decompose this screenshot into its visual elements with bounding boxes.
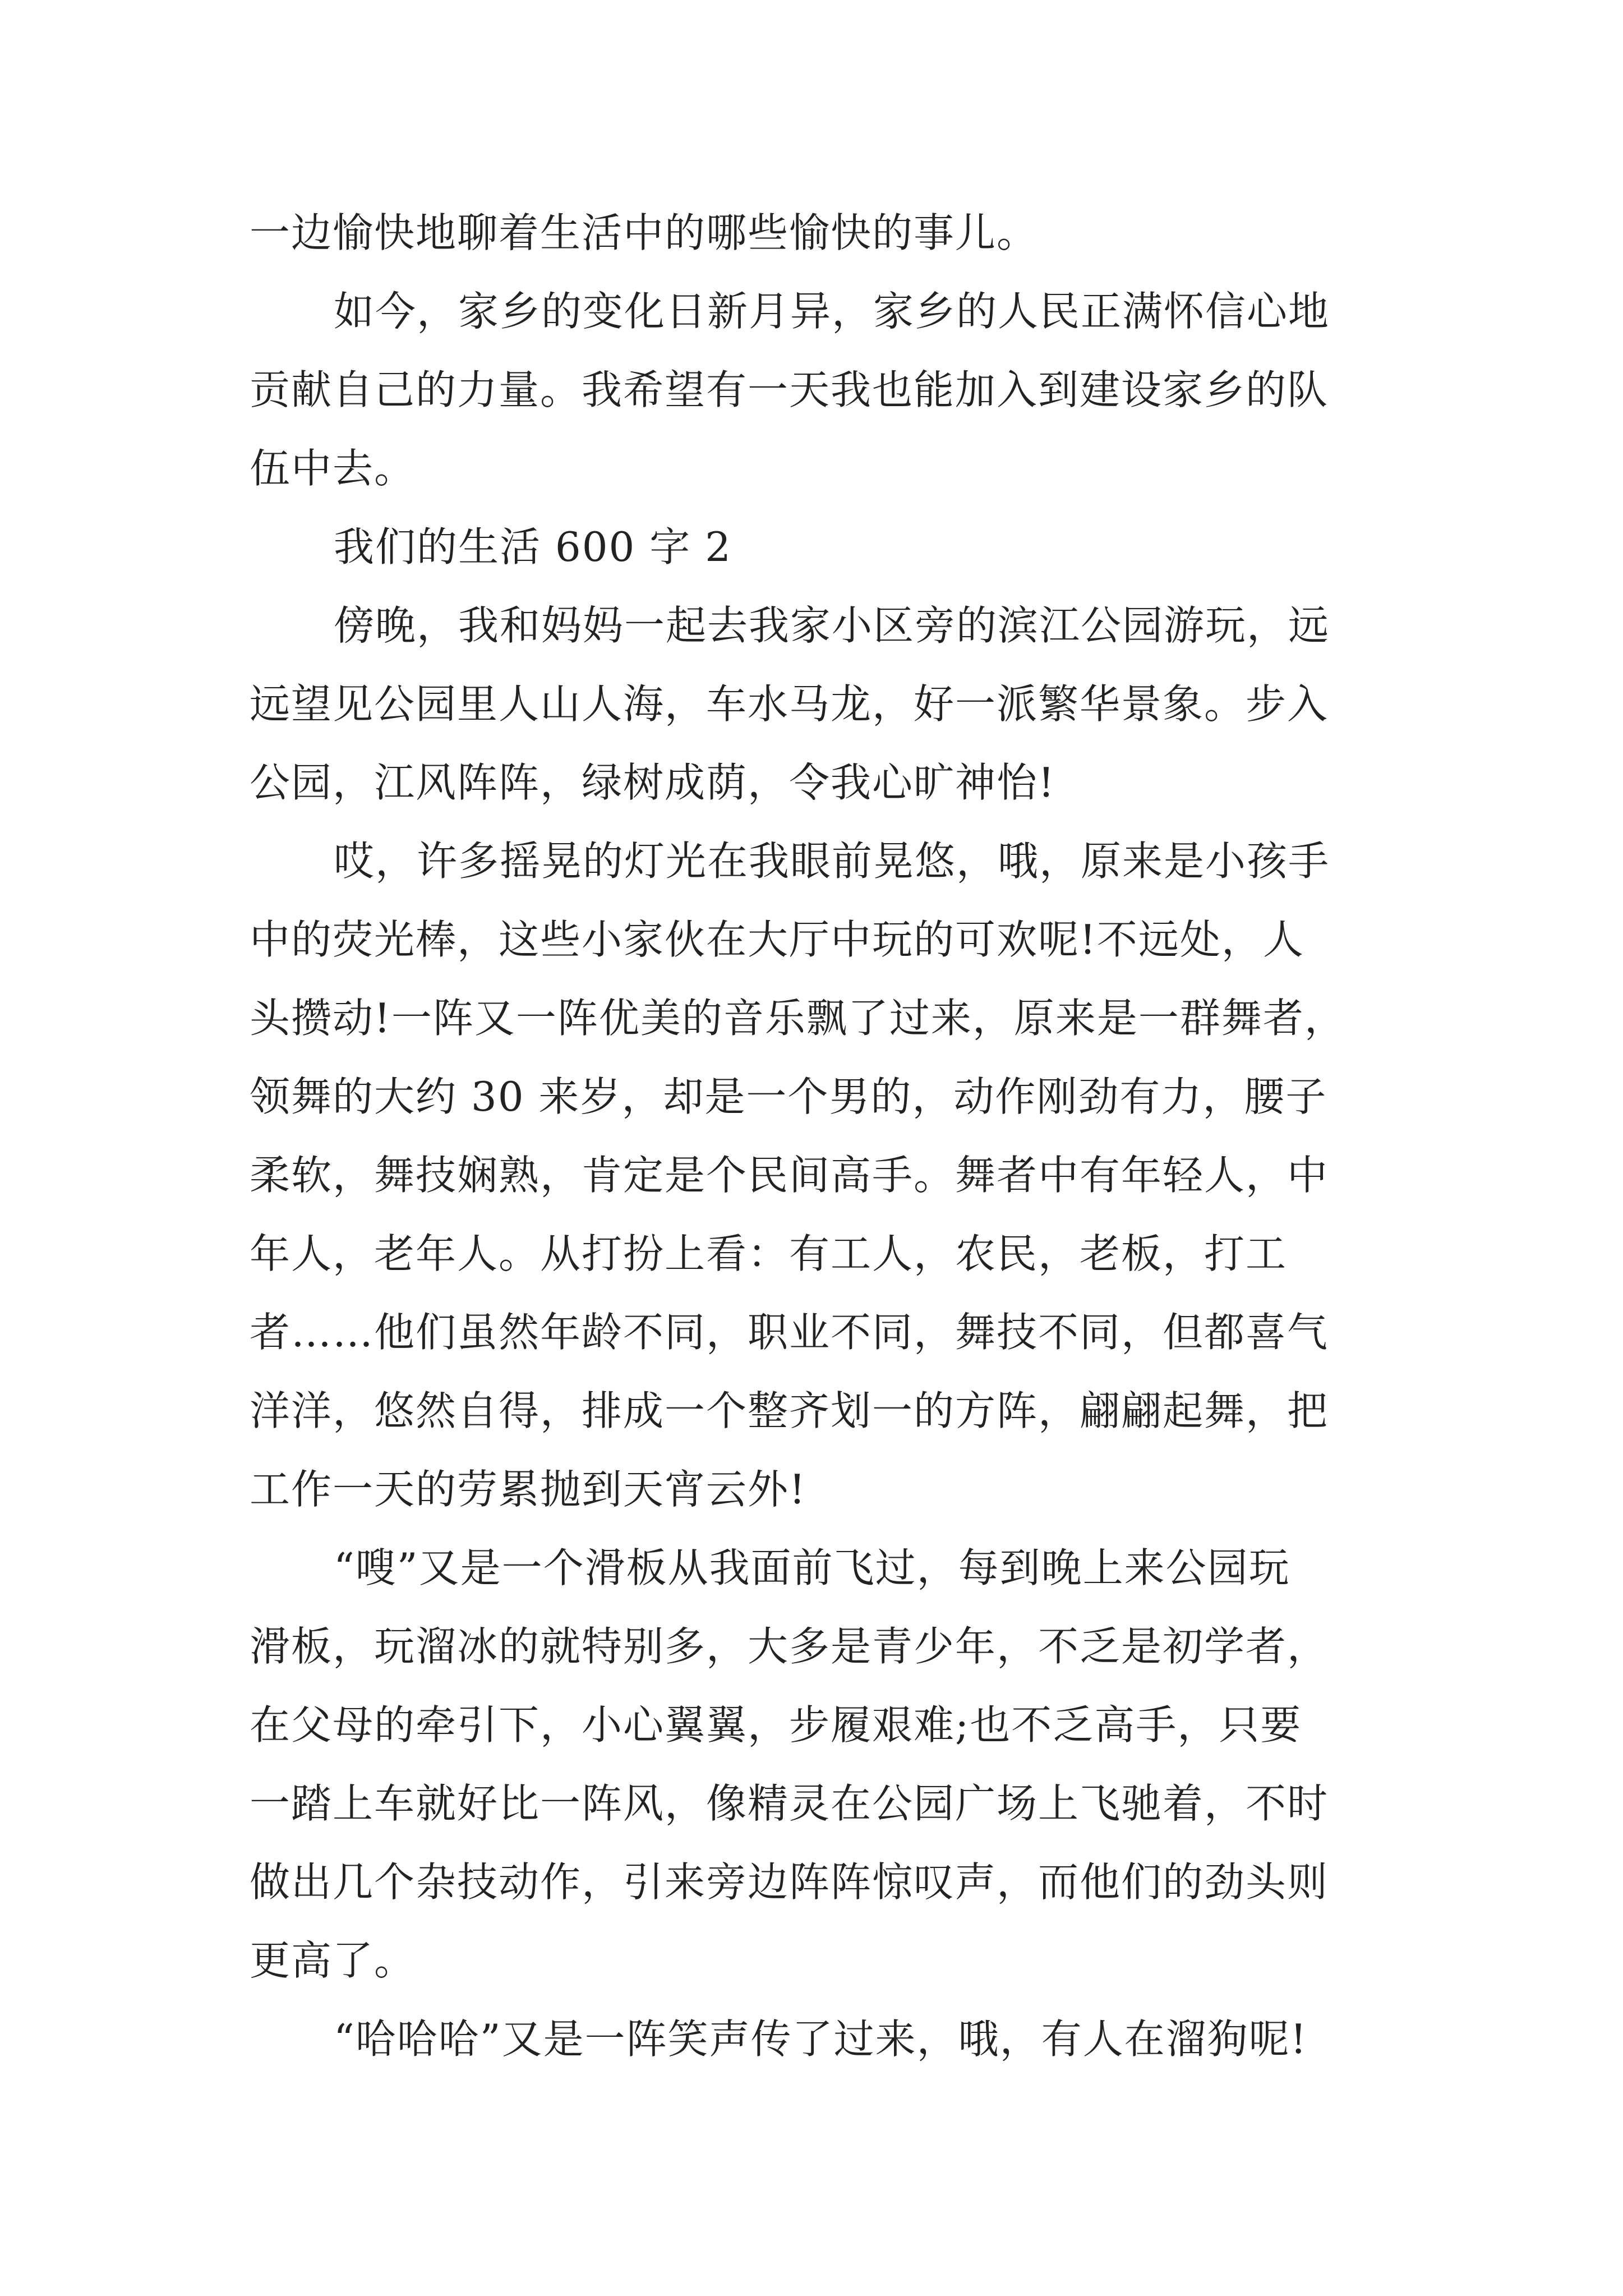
text-line: 更高了。 [250, 1937, 416, 1984]
text-line: 在父母的牵引下，小心翼翼，步履艰难;也不乏高手，只要 [250, 1701, 1302, 1749]
text-line: 中的荧光棒，这些小家伙在大厅中玩的可欢呢!不远处，人 [250, 916, 1304, 963]
paragraph-line: “嗖”又是一个滑板从我面前飞过，每到晚上来公园玩 [334, 1544, 1290, 1591]
text-line: 公园，江风阵阵，绿树成荫，令我心旷神怡! [250, 759, 1055, 806]
text-line: 贡献自己的力量。我希望有一天我也能加入到建设家乡的队 [250, 366, 1329, 413]
text-line: 远望见公园里人山人海，车水马龙，好一派繁华景象。步入 [250, 680, 1329, 728]
text-line: 伍中去。 [250, 445, 416, 492]
text-line: 领舞的大约 30 来岁，却是一个男的，动作刚劲有力，腰子 [250, 1073, 1327, 1120]
text-line: 一踏上车就好比一阵风，像精灵在公园广场上飞驰着，不时 [250, 1780, 1329, 1827]
text-line: 者……他们虽然年龄不同，职业不同，舞技不同，但都喜气 [250, 1309, 1329, 1356]
text-line: 年人，老年人。从打扮上看：有工人，农民，老板，打工 [250, 1230, 1288, 1277]
paragraph-line: 傍晚，我和妈妈一起去我家小区旁的滨江公园游玩，远 [334, 602, 1330, 649]
text-line: 做出几个杂技动作，引来旁边阵阵惊叹声，而他们的劲头则 [250, 1858, 1329, 1906]
paragraph-line: 如今，家乡的变化日新月异，家乡的人民正满怀信心地 [334, 288, 1330, 335]
text-line: 滑板，玩溜冰的就特别多，大多是青少年，不乏是初学者， [250, 1623, 1329, 1670]
text-line: 柔软，舞技娴熟，肯定是个民间高手。舞者中有年轻人，中 [250, 1152, 1329, 1199]
text-line: 洋洋，悠然自得，排成一个整齐划一的方阵，翩翩起舞，把 [250, 1387, 1329, 1434]
paragraph-line: 哎，许多摇晃的灯光在我眼前晃悠，哦，原来是小孩手 [334, 838, 1330, 885]
text-line: 一边愉快地聊着生活中的哪些愉快的事儿。 [250, 209, 1039, 256]
paragraph-line: “哈哈哈”又是一阵笑声传了过来，哦，有人在溜狗呢! [334, 2016, 1308, 2063]
section-heading: 我们的生活 600 字 2 [334, 523, 732, 570]
text-line: 头攒动!一阵又一阵优美的音乐飘了过来，原来是一群舞者， [250, 995, 1346, 1042]
text-line: 工作一天的劳累抛到天宵云外! [250, 1466, 806, 1513]
